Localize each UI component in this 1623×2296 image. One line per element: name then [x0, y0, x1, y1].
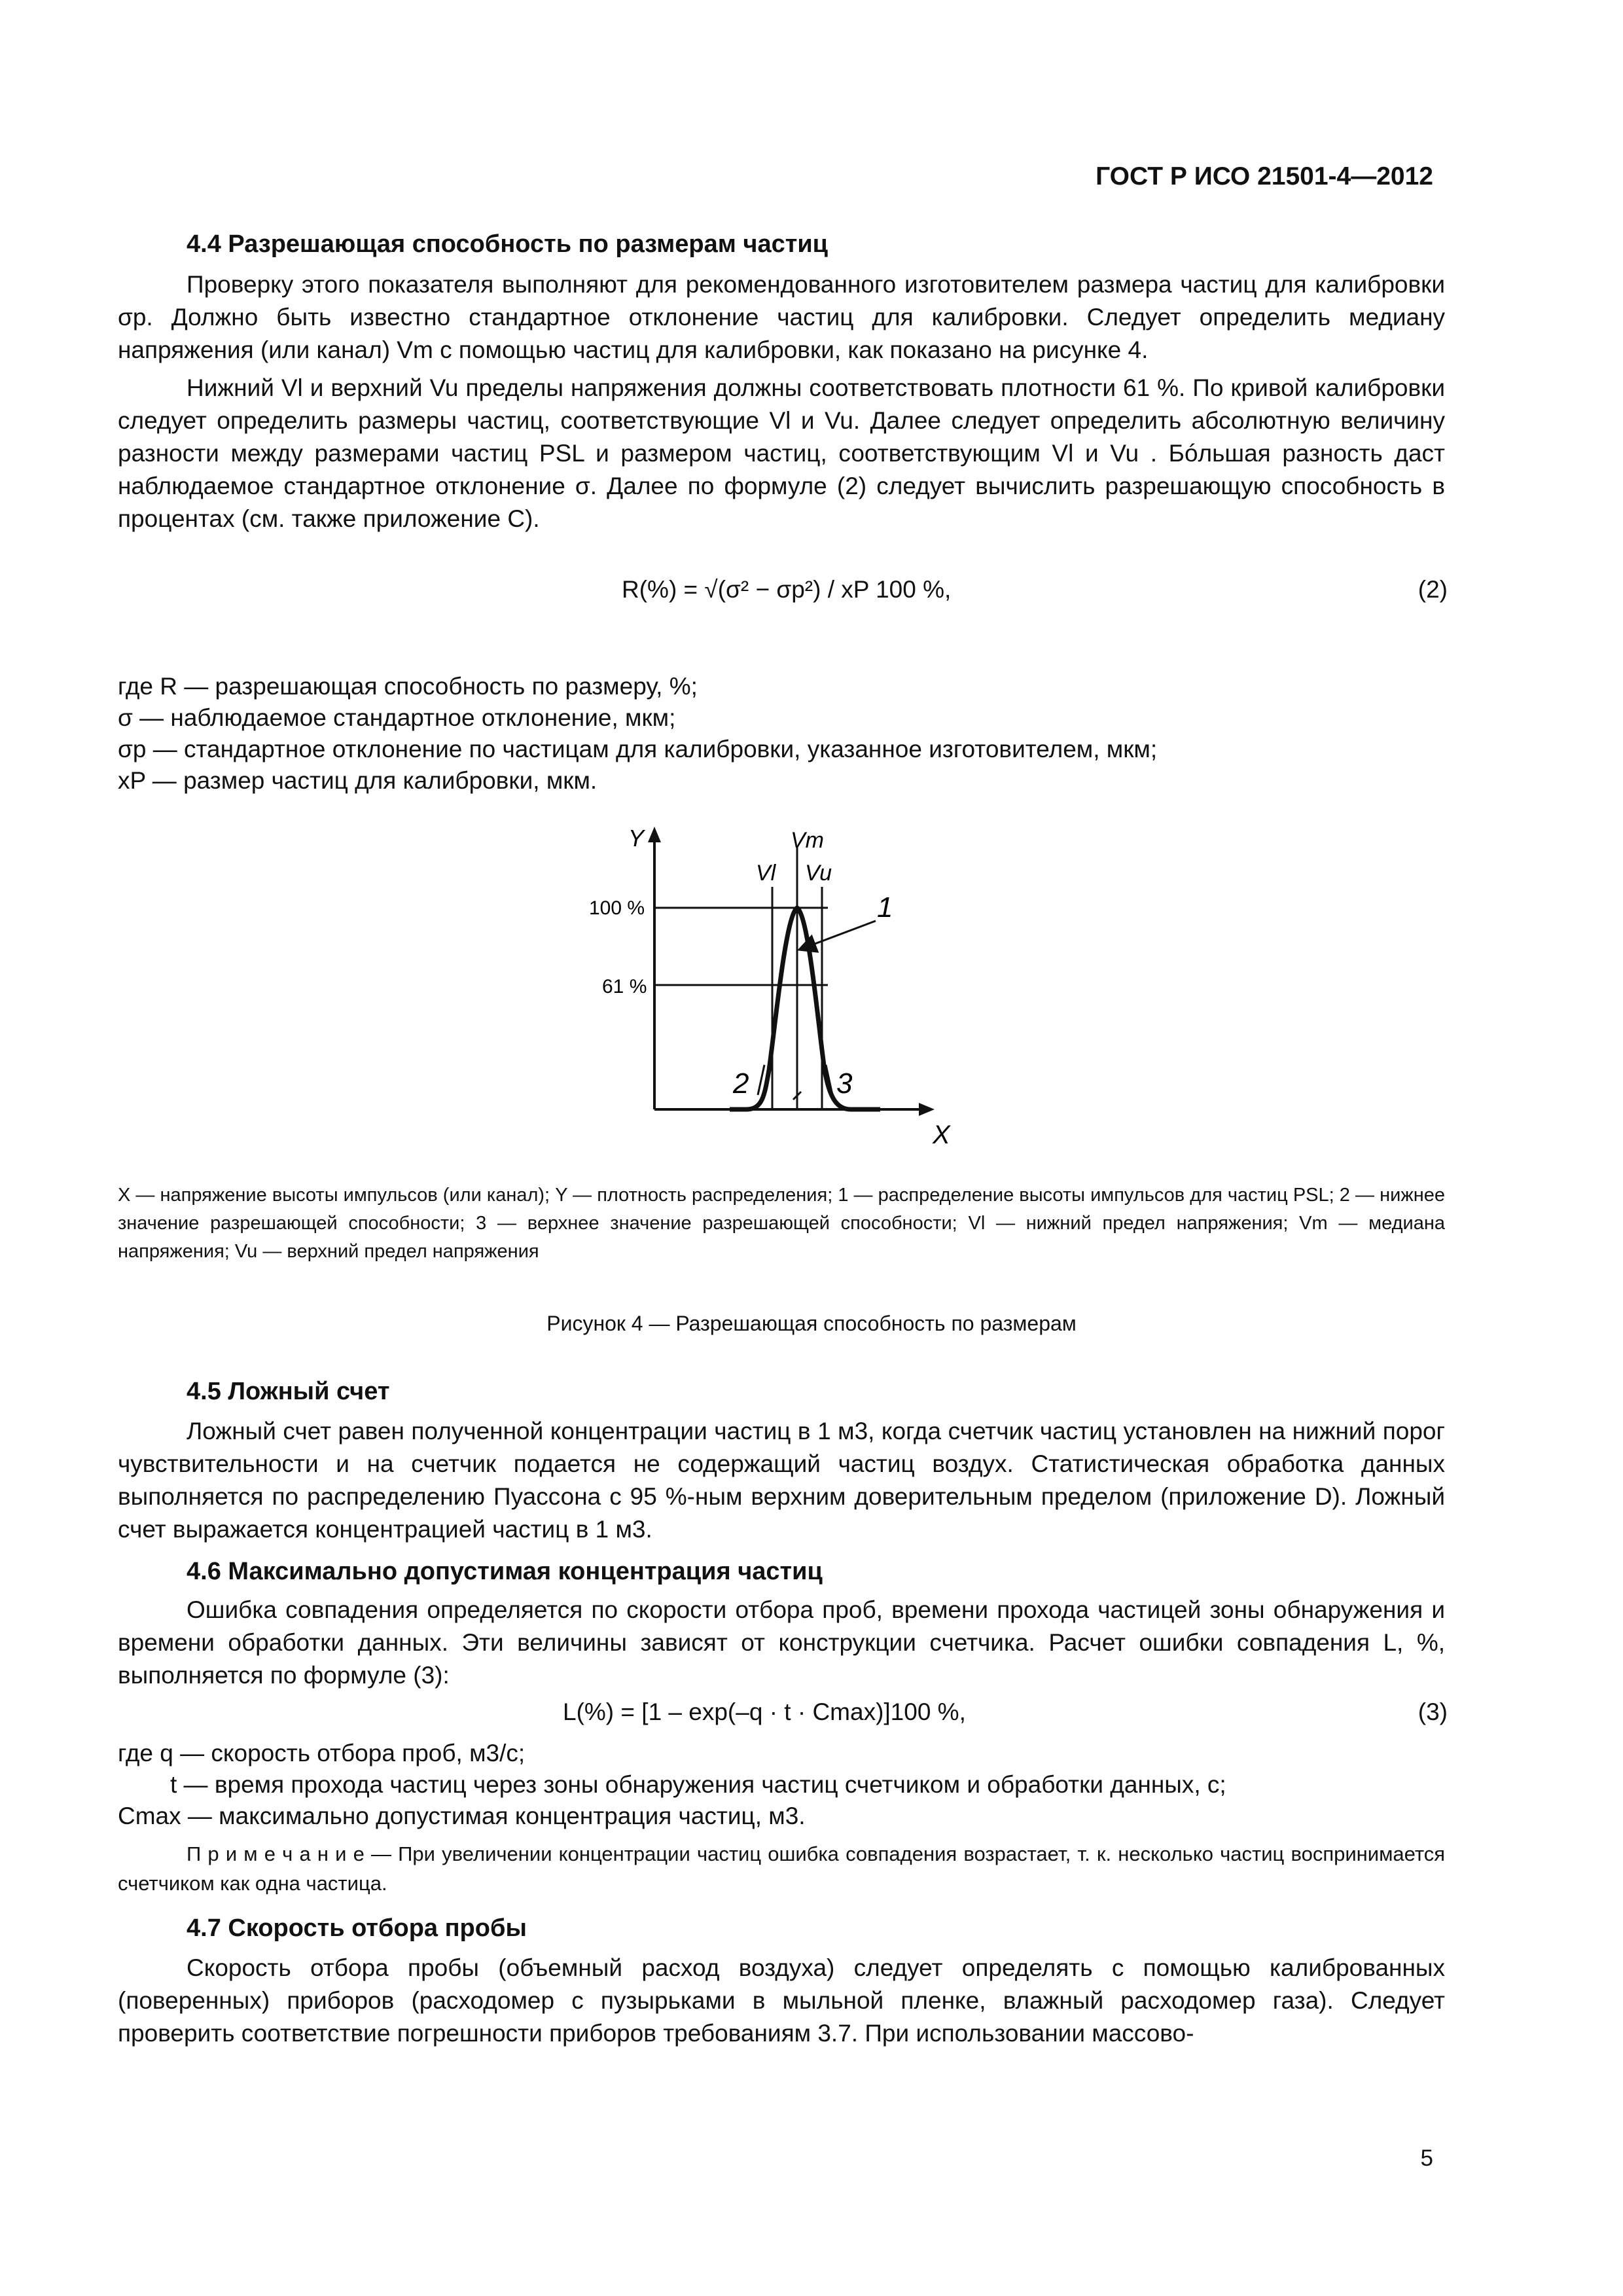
section-4-6-body [118, 1594, 1445, 1692]
callout-3-label: 3 [836, 1067, 853, 1100]
tick-label-61: 61 % [602, 976, 647, 997]
section-4-5-title: 4.5 Ложный счет [187, 1378, 390, 1405]
figure-4-legend: X — напряжение высоты импульсов (или канал); Y — плотность распределения; 1 — распределение высоты импульсов для частиц PSL; 2 — нижнее значение разрешающей способности; 3 — верхнее значение разрешающей способности; Vl — нижний предел напряжения; Vm — медиана напряжения; Vu — верхний предел напряжения [118, 1185, 1445, 1262]
x-axis-arrow [919, 1103, 935, 1116]
paragraph: Нижний Vl и верхний Vu пределы напряжения должны соответствовать плотности 61 %. По кривой калибровки следует определить размеры частиц, соответствующие Vl и Vu. Далее следует определить абсолютную величину разности между размерами частиц PSL и размером частиц, соответствующим Vl и Vu . Бóльшая разность даст наблюдаемое стандартное отклонение σ. Далее по формуле (2) следует вычислить разрешающую способность в процентах (см. также приложение С). [118, 374, 1445, 532]
paragraph: Ложный счет равен полученной концентрации частиц в 1 м3, когда счетчик частиц установлен на нижний порог чувствительности и на счетчик подается не содержащий частиц воздух. Статистическая обработка данных выполняется по распределению Пуассона с 95 %-ным верхним доверительным пределом (приложение D). Ложный счет выражается концентрацией частиц в 1 м3. [118, 1418, 1445, 1543]
definition: xP — размер частиц для калибровки, мкм. [118, 767, 597, 794]
y-axis-arrow [648, 827, 661, 842]
y-axis-label: Y [628, 825, 645, 852]
distribution-curve [730, 908, 880, 1109]
formula-2: R(%) = √(σ² − σp²) / xP 100 %, [622, 576, 952, 603]
definition: где R — разрешающая способность по размеру, %; [118, 673, 698, 700]
vm-label: Vm [791, 828, 824, 853]
definition: σp — стандартное отклонение по частицам для калибровки, указанное изготовителем, мкм; [118, 736, 1158, 762]
formula-2-definitions [118, 671, 1157, 797]
figure-4-title: Рисунок 4 — Разрешающая способность по размерам [546, 1312, 1077, 1335]
callout-1-leader [806, 921, 876, 947]
section-4-7-title: 4.7 Скорость отбора пробы [187, 1914, 527, 1942]
section-4-4-body [118, 268, 1445, 535]
paragraph: Проверку этого показателя выполняют для рекомендованного изготовителем размера частиц для калибровки σp. Должно быть известно стандартное отклонение частиц для калибровки. Следует определить медиану напряжения (или канал) Vm с помощью частиц для калибровки, как показано на рисунке 4. [118, 271, 1445, 363]
section-4-4-title: 4.4 Разрешающая способность по размерам частиц [187, 230, 829, 258]
document-header: ГОСТ Р ИСО 21501-4—2012 [1096, 162, 1433, 190]
section-4-5-body [118, 1415, 1445, 1546]
formula-3-definitions [118, 1738, 1226, 1832]
page-number: 5 [1420, 2145, 1433, 2171]
paragraph: Скорость отбора пробы (объемный расход воздуха) следует определять с помощью калиброванных (поверенных) приборов (расходомер с пузырьками в мыльной пленке, влажный расходомер газа). Следует проверить соответствие погрешности приборов требованиям 3.7. При использовании массово- [118, 1954, 1445, 2047]
vu-label: Vu [805, 861, 832, 886]
section-4-7-body [118, 1952, 1445, 2050]
definition: t — время прохода частиц через зоны обнаружения частиц счетчиком и обработки данных, с; [170, 1771, 1226, 1798]
callout-2-label: 2 [733, 1067, 749, 1100]
definition: σ — наблюдаемое стандартное отклонение, мкм; [118, 704, 676, 731]
tick-label-100: 100 % [589, 897, 645, 919]
figure-4-diagram [556, 821, 1014, 1149]
section-4-6-title: 4.6 Максимально допустимая концентрация частиц [187, 1558, 823, 1585]
note [118, 1839, 1445, 1898]
equation-number-3: (3) [1418, 1698, 1448, 1725]
vl-label: Vl [756, 861, 776, 886]
formula-3: L(%) = [1 – exp(–q · t · Cmax)]100 %, [563, 1698, 966, 1725]
definition: Cmax — максимально допустимая концентрация частиц, м3. [118, 1803, 806, 1829]
callout-1-label: 1 [877, 891, 893, 924]
definition: где q — скорость отбора проб, м3/с; [118, 1740, 526, 1767]
paragraph: Ошибка совпадения определяется по скорости отбора проб, времени прохода частицей зоны обнаружения и времени обработки данных. Эти величины зависят от конструкции счетчика. Расчет ошибки совпадения L, %, выполняется по формуле (3): [118, 1596, 1445, 1689]
note-text: П р и м е ч а н и е — При увеличении концентрации частиц ошибка совпадения возрастает, т. к. несколько частиц воспринимается счетчиком как одна частица. [118, 1842, 1445, 1895]
x-axis-label: X [933, 1121, 950, 1149]
equation-number-2: (2) [1418, 576, 1448, 603]
